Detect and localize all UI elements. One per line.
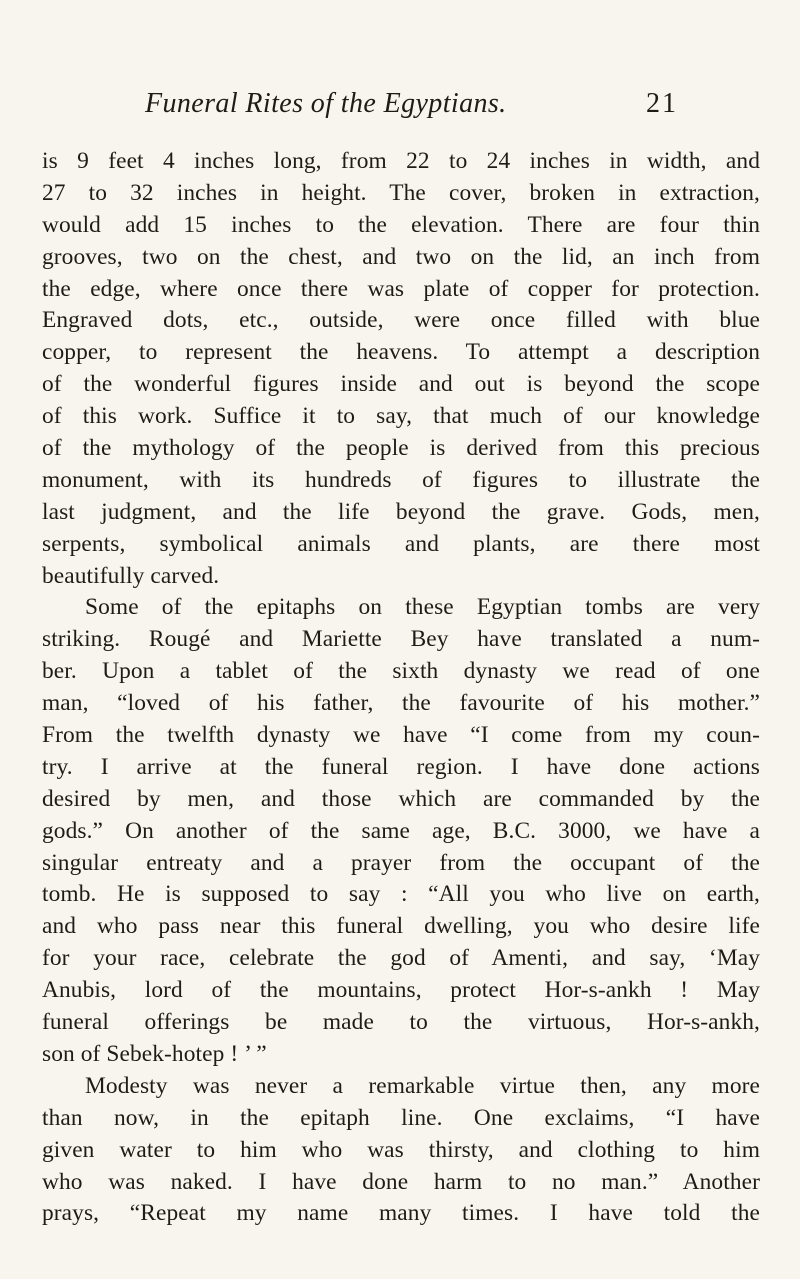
text-line: striking. Rougé and Mariette Bey have translated a num- (42, 626, 760, 653)
text-line: try. I arrive at the funeral region. I have done actions (42, 753, 760, 780)
running-title: Funeral Rites of the Egyptians. (145, 88, 507, 119)
text-line: would add 15 inches to the elevation. There are four thin (42, 211, 760, 238)
text-line: the edge, where once there was plate of copper for protection. (42, 275, 760, 302)
text-line: tomb. He is supposed to say : “All you who live on earth, (42, 881, 760, 908)
text-line: prays, “Repeat my name many times. I have told the (42, 1200, 760, 1227)
text-line: man, “loved of his father, the favourite of his mother.” (42, 690, 760, 717)
text-line: ber. Upon a tablet of the sixth dynasty we read of one (42, 658, 760, 685)
text-line: for your race, celebrate the god of Amenti, and say, ‘May (42, 945, 760, 972)
text-line: Engraved dots, etc., outside, were once filled with blue (42, 307, 760, 334)
text-line: of the wonderful figures inside and out is beyond the scope (42, 371, 760, 398)
text-line: funeral offerings be made to the virtuous, Hor-s-ankh, (42, 1009, 760, 1036)
page-number: 21 (646, 88, 678, 119)
text-line: grooves, two on the chest, and two on the lid, an inch from (42, 243, 760, 270)
running-header (0, 88, 800, 128)
text-line: desired by men, and those which are commanded by the (42, 785, 760, 812)
text-line: Anubis, lord of the mountains, protect Hor-s-ankh ! May (42, 977, 760, 1004)
text-line: 27 to 32 inches in height. The cover, broken in extraction, (42, 179, 760, 206)
text-line: Some of the epitaphs on these Egyptian tombs are very (85, 594, 760, 621)
text-line: monument, with its hundreds of figures to illustrate the (42, 466, 760, 493)
text-line: given water to him who was thirsty, and clothing to him (42, 1136, 760, 1163)
text-line: and who pass near this funeral dwelling, you who desire life (42, 913, 760, 940)
text-line: son of Sebek-hotep ! ’ ” (42, 1040, 267, 1067)
text-line: last judgment, and the life beyond the grave. Gods, men, (42, 498, 760, 525)
text-line: From the twelfth dynasty we have “I come from my coun- (42, 722, 760, 749)
text-line: gods.” On another of the same age, B.C. 3000, we have a (42, 817, 760, 844)
text-line: than now, in the epitaph line. One exclaims, “I have (42, 1104, 760, 1131)
text-line: copper, to represent the heavens. To attempt a description (42, 339, 760, 366)
text-line: beautifully carved. (42, 562, 220, 589)
text-line: who was naked. I have done harm to no man.” Another (42, 1168, 760, 1195)
text-line: of this work. Suffice it to say, that much of our knowledge (42, 403, 760, 430)
text-line: is 9 feet 4 inches long, from 22 to 24 inches in width, and (42, 148, 760, 174)
text-line: serpents, symbolical animals and plants, are there most (42, 530, 760, 557)
text-line: Modesty was never a remarkable virtue then, any more (85, 1072, 760, 1099)
body-text (42, 146, 760, 1230)
text-line: of the mythology of the people is derived from this precious (42, 435, 760, 462)
text-line: singular entreaty and a prayer from the occupant of the (42, 849, 760, 876)
